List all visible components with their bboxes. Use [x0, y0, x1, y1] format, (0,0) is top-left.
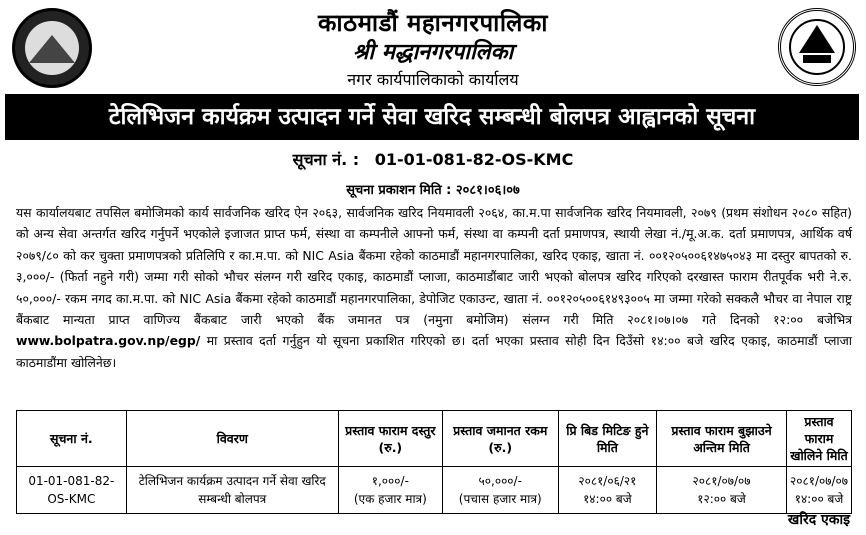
executive-office: नगर कार्यपालिकाको कार्यालय: [347, 70, 519, 89]
notice-title-banner: टेलिभिजन कार्यक्रम उत्पादन गर्ने सेवा खरिद सम्बन्धी बोलपत्र आह्वानको सूचना: [5, 94, 859, 140]
notice-body: [16, 202, 852, 373]
col-description: विवरण: [126, 411, 338, 467]
cell-prebid-date: [558, 467, 656, 514]
body-paragraph-part2: मा प्रस्ताव दर्ता गर्नुहुन यो सूचना प्रकाशित गरिएको छ। दर्ता भएका प्रस्ताव सोही दिन दिउँसो १४:०० बजे खरिद एकाइ, काठमाडौं प्लाजा काठमाडौंमा खोलिनेछ।: [16, 333, 852, 370]
cell-bid-security: [442, 467, 558, 514]
col-form-fee: प्रस्ताव फाराम दस्तुर (रु.): [338, 411, 442, 467]
cell-submission-deadline: [657, 467, 787, 514]
col-notice-no: सूचना नं.: [17, 411, 127, 467]
notice-number-value: 01-01-081-82-OS-KMC: [374, 150, 574, 169]
col-prebid-date: प्रि बिड मिटिङ हुने मिति: [558, 411, 656, 467]
notice-number: [0, 148, 866, 170]
publish-date-label: सूचना प्रकाशन मिति :: [346, 183, 452, 198]
cell-notice-no: 01-01-081-82-OS-KMC: [17, 467, 127, 514]
body-paragraph-part1: यस कार्यालयबाट तपसिल बमोजिमको कार्य सार्वजनिक खरिद ऐन २०६३, सार्वजनिक खरिद नियमावली २०६४, का.म.पा सार्वजनिक खरिद नियमावली, २०७९ (प्रथम संशोधन २०८० सहित) को अन्य सेवा अन्तर्गत खरिद गर्नुपर्ने भएकोले इजाजत प्राप्त फर्म, संस्था वा कम्पनीले आफ्नो फर्म, संस्था वा कम्पनी दर्ता प्रमाणपत्र, स्थायी लेखा नं./मू.अ.क. दर्ता प्रमाणपत्र, आर्थिक वर्ष २०७९/८० को कर चुक्ता प्रमाणपत्रको प्रतिलिपि र का.म.पा. को NIC Asia बैंकमा रहेको काठमाडौं महानगरपालिका, खरिद एकाइ, खाता नं. ००१२०५००६१४७५०४३ मा दस्तुर बापतको रु. ३,०००/- (फिर्ता नहुने गरी) जम्मा गरी सोको भौचर संलग्न गरी खरिद एकाइ, काठमाडौं प्लाजा, काठमाडौंबाट जारी भएको बोलपत्र खरिद गरिएको दरखास्त फाराम रीतपूर्वक भरी ने.रु. ५०,०००/- रकम नगद का.म.पा. को NIC Asia बैंकमा रहेको काठमाडौं महानगरपालिका, डेपोजिट एकाउन्ट, खाता नं. ००१२०५००६१४९३००५ मा जम्मा गरेको सक्कलै भौचर वा नेपाल राष्ट्र बैंकबाट मान्यता प्राप्त वाणिज्य बैंकबाट जारी भएको बैंक जमानत पत्र (नमुना बमोजिम) संलग्न गरी मिति २०८१।०७।०७ गते दिनको १२:०० बजेभित्र: [16, 205, 852, 328]
cell-form-fee: [338, 467, 442, 514]
publish-date-value: २०८१।०६।०७: [455, 183, 520, 198]
submit-date: २०८१/०७/०७: [692, 474, 751, 488]
prebid-time: १४:०० बजे: [583, 492, 632, 506]
fee-words: (एक हजार मात्र): [353, 492, 427, 506]
notice-number-label: सूचना नं. :: [292, 150, 360, 169]
office-name: काठमाडौं महानगरपालिका: [317, 9, 548, 37]
table-header-row: [17, 411, 852, 467]
open-date: २०८१/०७/०७: [789, 474, 848, 488]
office-name-stylized: श्री मद्धानगरपालिका: [352, 39, 514, 65]
fee-amount: १,०००/-: [371, 474, 409, 488]
letterhead: [0, 0, 866, 90]
cell-description: टेलिभिजन कार्यक्रम उत्पादन गर्ने सेवा खरिद सम्बन्धी बोलपत्र: [126, 467, 338, 514]
tender-table: [16, 410, 852, 514]
col-opening-date: प्रस्ताव फाराम खोलिने मिति: [786, 411, 851, 467]
col-bid-security: प्रस्ताव जमानत रकम (रु.): [442, 411, 558, 467]
deposit-words: (पचास हजार मात्र): [458, 492, 542, 506]
submit-time: १२:०० बजे: [697, 492, 746, 506]
bolpatra-website-link[interactable]: www.bolpatra.gov.np/egp/: [16, 333, 201, 349]
publish-date: [0, 180, 866, 198]
procurement-unit-signature: खरिद एकाइ: [787, 512, 850, 528]
open-time: १४:०० बजे: [794, 492, 844, 506]
table-row: [17, 467, 852, 514]
deposit-amount: ५०,०००/-: [478, 474, 522, 488]
cell-opening-date: [786, 467, 851, 514]
col-submission-deadline: प्रस्ताव फाराम बुझाउने अन्तिम मिति: [657, 411, 787, 467]
prebid-date: २०८१/०६/२१: [578, 474, 637, 488]
kmc-logo: [778, 8, 856, 86]
